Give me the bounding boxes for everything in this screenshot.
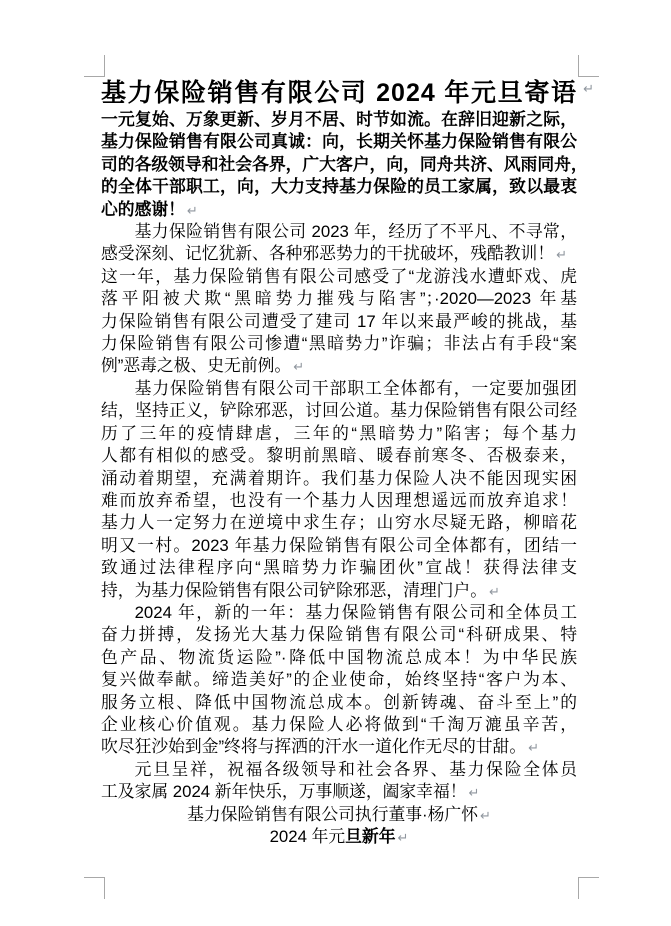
text-line[interactable]: 明又一村。2023 年基力保险销售有限公司全体都有，团结一	[101, 535, 577, 555]
paragraph-mark-icon: ↵	[293, 360, 305, 376]
document-title-text: 基力保险销售有限公司 2024 年元旦寄语	[101, 79, 577, 107]
crop-mark-bottom-right-icon	[578, 877, 599, 899]
paragraph-mark-icon: ↵	[186, 203, 198, 219]
text-line[interactable]: 2024 年，新的一年：基力保险销售有限公司和全体员工	[134, 602, 577, 622]
text-line[interactable]: 企业核心价值观。基力保险人必将做到“千淘万漉虽辛苦，	[101, 714, 577, 734]
paragraph-mark-icon: ↵	[397, 831, 409, 846]
text-line[interactable]: 吹尽狂沙始到金”终将与挥洒的汗水一道化作无尽的甘甜。 ↵	[101, 737, 540, 757]
text-line[interactable]: 色产品、物流货运险”·降低中国物流总成本！为中华民族	[101, 647, 577, 667]
text-line[interactable]: 基力保险销售有限公司执行董事·杨广怀 ↵	[187, 804, 491, 824]
text-line[interactable]: 奋力拼搏，发扬光大基力保险销售有限公司“科研成果、特	[101, 625, 577, 645]
document-text[interactable]	[101, 78, 594, 848]
text-line[interactable]: 涌动着期望，充满着期许。我们基力保险人决不能因现实困	[101, 468, 577, 488]
paragraph-mark-icon: ↵	[583, 82, 594, 97]
text-line[interactable]: 落平阳被犬欺“黑暗势力摧残与陷害”；·2020—2023 年基	[101, 289, 577, 309]
paragraph-mark-icon: ↵	[479, 808, 491, 824]
text-line[interactable]: 司的各级领导和社会各界，广大客户，向，同舟共济、风雨同舟，	[101, 154, 588, 174]
text-line[interactable]	[101, 826, 577, 848]
text-line[interactable]: 难而放弃希望，也没有一个基力人因理想遥远而放弃追求！	[101, 490, 577, 510]
crop-mark-top-left-icon	[84, 55, 105, 77]
text-line[interactable]: 元旦呈祥，祝福各级领导和社会各界、基力保险全体员	[134, 759, 577, 779]
text-line[interactable]: 人都有相似的感受。黎明前黑暗、暖春前寒冬、否极泰来，	[101, 446, 577, 466]
paragraph-mark-icon: ↵	[468, 786, 480, 802]
text-line[interactable]: 工及家属 2024 新年快乐，万事顺遂，阖家幸福！ ↵	[101, 782, 480, 802]
text-line[interactable]: 基力保险销售有限公司真诚：向，长期关怀基力保险销售有限公	[101, 132, 577, 152]
text-line[interactable]: 力保险销售有限公司惨遭“黑暗势力”诈骗；非法占有手段“案	[101, 334, 577, 354]
paragraph-mark-icon: ↵	[528, 741, 540, 757]
text-line[interactable]: 历了三年的疫情肆虐，三年的“黑暗势力”陷害；每个基力	[101, 423, 577, 443]
text-line[interactable]: 基力人一定努力在逆境中求生存；山穷水尽疑无路，柳暗花	[101, 513, 577, 533]
text-line[interactable]: 一元复始、万象更新、岁月不居、时节如流。在辞旧迎新之际，	[101, 110, 577, 129]
text-line[interactable]: 服务立根、降低中国物流总成本。创新铸魂、奋斗至上”的	[101, 692, 577, 712]
text-line[interactable]: 致通过法律程序向“黑暗势力诈骗团伙”宣战！获得法律支	[101, 558, 577, 578]
paragraph-mark-icon: ↵	[556, 248, 568, 264]
text-line[interactable]: 复兴做奉献。缔造美好”的企业使命，始终坚持“客户为本、	[101, 670, 577, 690]
text-segment: 旦新年	[345, 827, 396, 846]
text-line[interactable]: 力保险销售有限公司遭受了建司 17 年以来最严峻的挑战，基	[101, 311, 577, 331]
crop-mark-bottom-left-icon	[84, 877, 105, 899]
text-line[interactable]: 持，为基力保险销售有限公司铲除邪恶，清理门户。 ↵	[101, 580, 500, 600]
text-line[interactable]: 心的感谢！ ↵	[101, 199, 198, 219]
text-line[interactable]: 感受深刻、记忆犹新、各种邪恶势力的干扰破坏，残酷教训！ ↵	[101, 244, 568, 264]
text-segment: 2024 年元	[269, 827, 346, 846]
text-line[interactable]: 这一年，基力保险销售有限公司感受了“龙游浅水遭虾戏、虎	[101, 266, 577, 286]
document-paragraphs	[101, 109, 588, 848]
text-line[interactable]: 例”恶毒之极、史无前例。 ↵	[101, 356, 305, 376]
text-line[interactable]: 基力保险销售有限公司 2023 年，经历了不平凡、不寻常，	[134, 222, 577, 242]
text-line[interactable]: 基力保险销售有限公司干部职工全体都有，一定要加强团	[134, 378, 577, 398]
document-title[interactable]	[101, 78, 594, 109]
text-line[interactable]: 的全体干部职工，向，大力支持基力保险的员工家属，致以最衷	[101, 177, 577, 197]
paragraph-mark-icon: ↵	[488, 584, 500, 600]
text-line[interactable]: 结，坚持正义，铲除邪恶，讨回公道。基力保险销售有限公司经	[101, 401, 577, 421]
